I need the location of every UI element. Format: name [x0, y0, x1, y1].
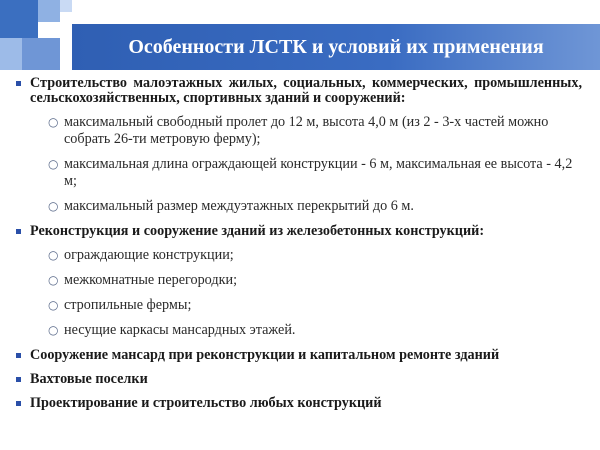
- square-bullet-icon: [16, 81, 21, 86]
- sub-bullet-item: [48, 156, 584, 190]
- bullet-text: Реконструкция и сооружение зданий из железобетонных конструкций:: [30, 223, 485, 239]
- circle-bullet-icon: ○: [48, 323, 59, 337]
- sub-bullet-item: [48, 272, 584, 289]
- page-title: Особенности ЛСТК и условий их применения: [128, 36, 544, 58]
- bullet-item: [30, 396, 582, 411]
- sub-bullet-text: межкомнатные перегородки;: [64, 272, 238, 288]
- sub-bullet-item: [48, 297, 584, 314]
- square-bullet-icon: [16, 377, 21, 382]
- square-bullet-icon: [16, 401, 21, 406]
- circle-bullet-icon: ○: [48, 115, 59, 129]
- sub-bullet-text: максимальная длина ограждающей конструкции - 6 м, максимальная ее высота - 4,2 м;: [64, 156, 573, 189]
- bullet-item: [30, 76, 582, 106]
- square-bullet-icon: [16, 229, 21, 234]
- sub-bullet-text: максимальный свободный пролет до 12 м, высота 4,0 м (из 2 - 3-х частей можно собрать 26-ти метровую ферму);: [64, 114, 549, 147]
- bullet-item: [30, 372, 582, 387]
- decor-square: [22, 38, 60, 70]
- decor-square: [60, 0, 72, 12]
- bullet-item: [30, 224, 582, 239]
- bullet-text: Проектирование и строительство любых конструкций: [30, 395, 382, 411]
- bullet-text: Вахтовые поселки: [30, 371, 148, 387]
- circle-bullet-icon: ○: [48, 157, 59, 171]
- bullet-item: [30, 348, 530, 363]
- circle-bullet-icon: ○: [48, 248, 59, 262]
- sub-bullet-text: максимальный размер междуэтажных перекрытий до 6 м.: [64, 198, 414, 214]
- sub-bullet-item: [48, 322, 584, 339]
- sub-bullet-item: [48, 247, 584, 264]
- sub-bullet-item: [48, 198, 584, 215]
- sub-bullet-text: стропильные фермы;: [64, 297, 192, 313]
- sub-bullet-text: ограждающие конструкции;: [64, 247, 234, 263]
- bullet-text: Сооружение мансард при реконструкции и капитальном ремонте зданий: [30, 347, 500, 363]
- sub-bullet-text: несущие каркасы мансардных этажей.: [64, 322, 296, 338]
- circle-bullet-icon: ○: [48, 199, 59, 213]
- bullet-text: Строительство малоэтажных жилых, социальных, коммерческих, промышленных, сельскохозяйственных, спортивных зданий и сооружений:: [30, 75, 582, 106]
- title-banner: [72, 24, 600, 70]
- decor-square: [0, 38, 22, 70]
- circle-bullet-icon: ○: [48, 298, 59, 312]
- decor-square: [0, 0, 38, 38]
- circle-bullet-icon: ○: [48, 273, 59, 287]
- slide-content: [0, 74, 600, 411]
- decor-square: [38, 0, 60, 22]
- sub-bullet-item: [48, 114, 584, 148]
- square-bullet-icon: [16, 353, 21, 358]
